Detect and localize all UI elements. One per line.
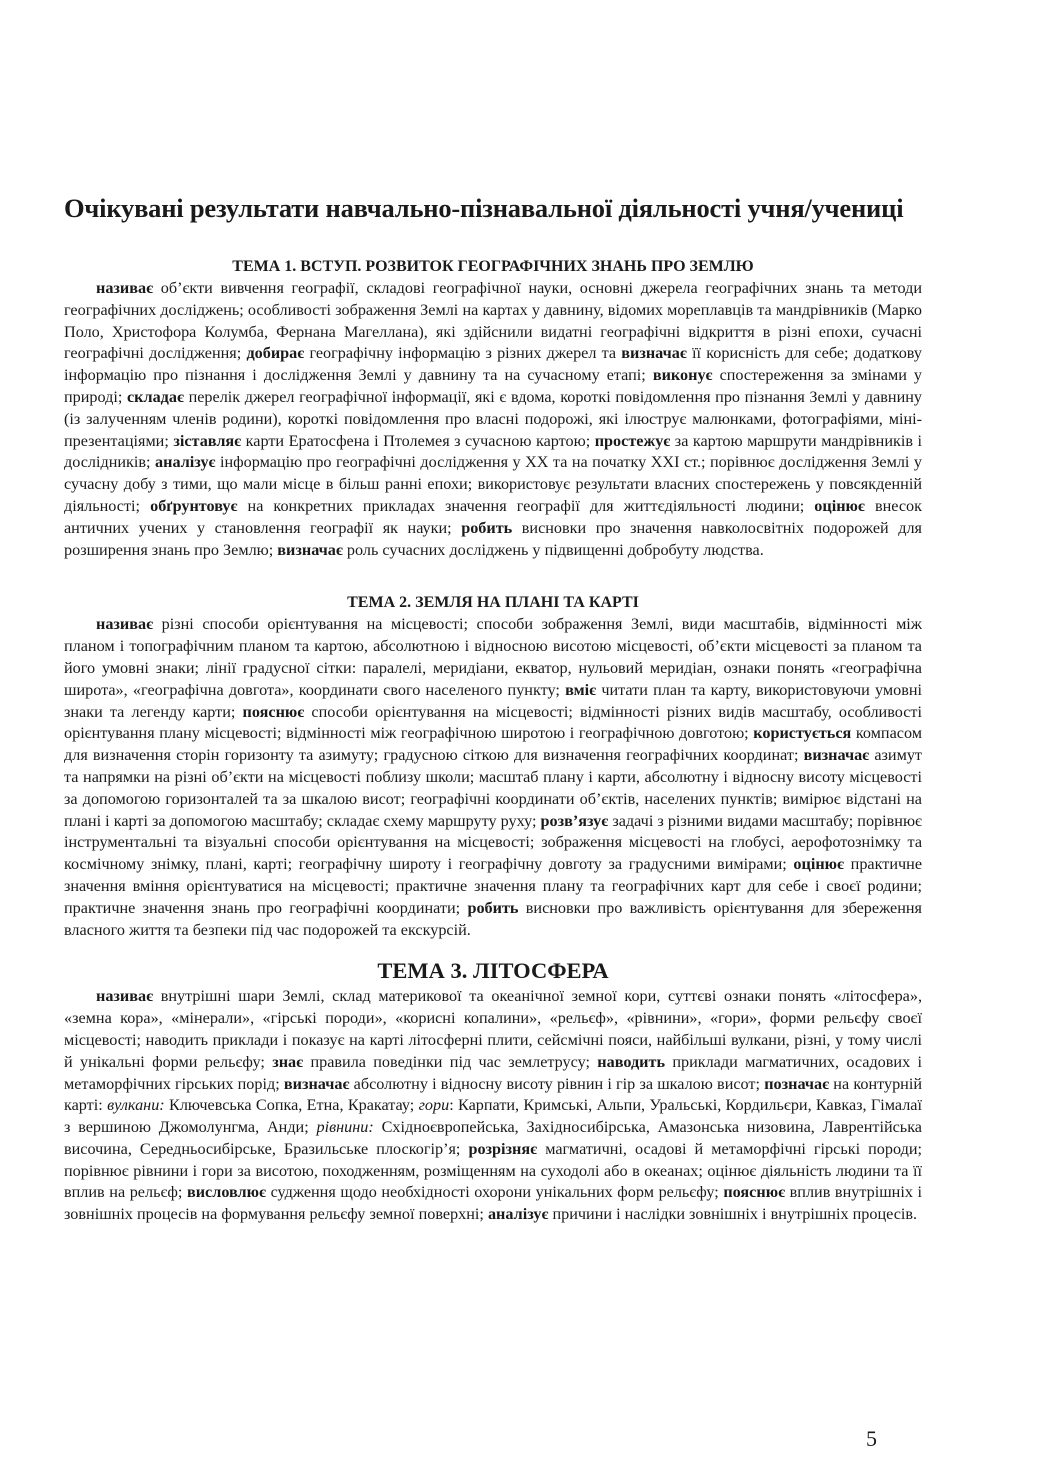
key-verb: називає [96, 279, 154, 297]
key-verb: визначає [803, 746, 870, 765]
category-label: вулкани: [107, 1096, 165, 1115]
key-verb: аналізує [155, 453, 216, 472]
key-verb: робить [461, 518, 513, 537]
key-verb: пояснює [723, 1183, 786, 1202]
text-run: причини і наслідки зовнішніх і внутрішніх процесів. [548, 1205, 918, 1224]
key-verb: аналізує [487, 1205, 549, 1224]
topic-2-heading: ТЕМА 2. ЗЕМЛЯ НА ПЛАНІ ТА КАРТІ [347, 594, 639, 612]
text-run: компасом для визначення сторін горизонту та азимуту; градусною сіткою для визначення географічних координат; [64, 724, 922, 765]
key-verb: називає [96, 987, 154, 1006]
page-title: Очікувані результати навчально-пізнавальної діяльності учня/учениці [64, 193, 904, 223]
topic-1 [64, 256, 922, 561]
key-verb: добирає [246, 344, 305, 363]
key-verb: користується [753, 724, 852, 743]
key-verb: висловлює [186, 1183, 266, 1202]
topic-3-text [64, 986, 922, 1226]
key-verb: виконує [652, 366, 713, 385]
text-run: на контурній карті: [64, 1074, 922, 1115]
text-run: Ключевська Сопка, Етна, Кракатау; [164, 1096, 419, 1115]
key-verb: складає [127, 387, 184, 406]
topic-2-text [64, 614, 922, 941]
text-run: географічну інформацію з різних джерел та [304, 344, 622, 363]
text-run: роль сучасних досліджень у підвищенні добробуту людства. [342, 540, 764, 559]
text-run: азимут та напрямки на різні об’єкти на місцевості поблизу школи; масштаб плану і карти, абсолютну і відносну висоту місцевості за допомогою горизонталей та за шкалою висот; географічні координати об’єктів, населених пунктів; вимірює відстані на плані і карті за допомогою масштабу; складає схему маршруту руху; [64, 746, 922, 830]
text-run: спостереження за змінами у природі; [64, 366, 923, 406]
key-verb: визначає [283, 1074, 350, 1093]
text-run: об’єкти вивчення географії, складові географічної науки, основні джерела географічних знань та методи географічних досліджень; особливості зображення Землі на картах у давнину, відомих мореплавців та мандрівників (Марко Поло, Христофора Колумба, Фернана Магеллана), які здійснили видатні географічні відкриття в різні епохи, сучасні географічні дослідження; [64, 279, 922, 363]
text-run: висновки про важливість орієнтування для збереження власного життя та безпеки під час подорожей та екскурсій. [64, 898, 922, 939]
category-label: рівнини: [316, 1118, 374, 1137]
text-run: правила поведінки під час землетрусу; [303, 1052, 598, 1071]
key-verb: робить [467, 898, 519, 917]
key-verb: вміє [565, 680, 597, 699]
text-run: внутрішні шари Землі, склад материкової та океанічної земної кори, суттєві ознаки понять «літосфера», «земна кора», «мінерали», «гірські породи», «корисні копалини», «рельєф», «рівнини», «гори», форми рельєфу своєї місцевості; наводить приклади і показує на карті літосферні плити, сейсмічні пояси, найбільші вулкани, різні, у тому числі й унікальні форми рельєфу; [64, 987, 922, 1071]
topic-3 [64, 956, 922, 1226]
text-run: магматичні, осадові й метаморфічні гірські породи; порівнює рівнини і гори за висотою, походженням, розміщенням на суходолі або в океанах; оцінює діяльність людини та її вплив на рельєф; [64, 1139, 923, 1202]
text-run: Східноєвропейська, Західносибірська, Амазонська низовина, Лаврентійська височина, Середньосибірське, Бразильське плоскогір’я; [64, 1118, 922, 1158]
text-run: інформацію про географічні дослідження у XX та на початку XXI ст.; порівнює дослідження Землі у сучасну добу з тими, що мали місце в більш ранні епохи; використовує результати власних спостережень у повсякденній діяльності; [64, 453, 922, 515]
text-run: судження щодо необхідності охорони унікальних форм рельєфу; [266, 1183, 724, 1202]
text-run: висновки про значення навколосвітніх подорожей для розширення знань про Землю; [64, 518, 922, 559]
key-verb: знає [272, 1052, 304, 1071]
text-run: внесок античних учених у становлення географії як науки; [64, 496, 922, 537]
page-number: 5 [866, 1426, 877, 1451]
text-run: за картою маршрути мандрівників і дослідників; [64, 431, 922, 472]
text-run: : Карпати, Кримські, Альпи, Уральські, Кордильєри, Кавказ, Гімалаї з вершиною Джомолунгма, Анди; [64, 1096, 922, 1137]
text-run: різні способи орієнтування на місцевості; способи зображення Землі, види масштабів, відмінності між планом і топографічним планом та картою, абсолютною і відносною висотою місцевості, об’єкти місцевості за планом та його умовні знаки; лінії градусної сітки: паралелі, меридіани, екватор, нульовий меридіан, ознаки понять «географічна широта», «географічна довгота», координати свого населеного пункту; [64, 615, 922, 699]
key-verb: визначає [621, 344, 687, 363]
key-verb: позначає [764, 1074, 830, 1093]
page-content [64, 190, 922, 1226]
text-run: читати план та карту, використовуючи умовні знаки та легенду карти; [64, 680, 923, 721]
topic-3-heading: ТЕМА 3. ЛІТОСФЕРА [377, 958, 609, 984]
topic-1-heading: ТЕМА 1. ВСТУП. РОЗВИТОК ГЕОГРАФІЧНИХ ЗНАНЬ ПРО ЗЕМЛЮ [232, 258, 754, 275]
text-run: вплив внутрішніх і зовнішніх процесів на формування рельєфу земної поверхні; [64, 1183, 922, 1224]
key-verb: розрізняє [468, 1139, 538, 1158]
text-run: її корисність для себе; додаткову інформацію про пізнання і дослідження Землі у давнину та на сучасному етапі; [64, 344, 922, 385]
text-run: способи орієнтування на місцевості; відмінності різних видів масштабу, особливості орієнтування плану місцевості; відмінності між географічною широтою і географічною довготою; [64, 702, 922, 743]
text-run: приклади магматичних, осадових і метаморфічних гірських порід; [64, 1052, 922, 1093]
topic-1-text [64, 278, 922, 561]
key-verb: розв’язує [540, 811, 609, 830]
text-run: практичне значення вміння орієнтуватися на місцевості; практичне значення плану та географічних карт для себе і своєї родини; практичне значення знань про географічні координати; [64, 855, 922, 917]
topic-2 [64, 592, 922, 941]
key-verb: наводить [597, 1052, 666, 1071]
key-verb: оцінює [793, 855, 845, 874]
text-run: абсолютну і відносну висоту рівнин і гір за шкалою висот; [349, 1074, 765, 1093]
key-verb: називає [96, 615, 154, 634]
key-verb: обґрунтовує [150, 496, 238, 515]
text-run: перелік джерел географічної інформації, які є вдома, короткі повідомлення про пізнання Землі у давнину (із залученням членів родини), короткі повідомлення про власні подорожі, які ілюструє малюнками, фотографіями, мініпрезентаціями; [64, 387, 923, 450]
key-verb: зіставляє [173, 431, 242, 450]
text-run: карти Ератосфена і Птолемея з сучасною картою; [241, 431, 595, 450]
key-verb: простежує [594, 431, 671, 450]
key-verb: оцінює [814, 496, 865, 515]
key-verb: визначає [277, 540, 343, 559]
key-verb: пояснює [242, 702, 305, 721]
category-label: гори [418, 1096, 450, 1115]
text-run: на конкретних прикладах значення географії для життєдіяльності людини; [237, 496, 815, 515]
text-run: задачі з різними видами масштабу; порівнює інструментальні та візуальні способи орієнтування на місцевості; зображення місцевості на глобусі, аерофотознімку та космічному знімку, плані, карті; географічну широту і географічну довготу за градусними вимірами; [64, 811, 922, 874]
